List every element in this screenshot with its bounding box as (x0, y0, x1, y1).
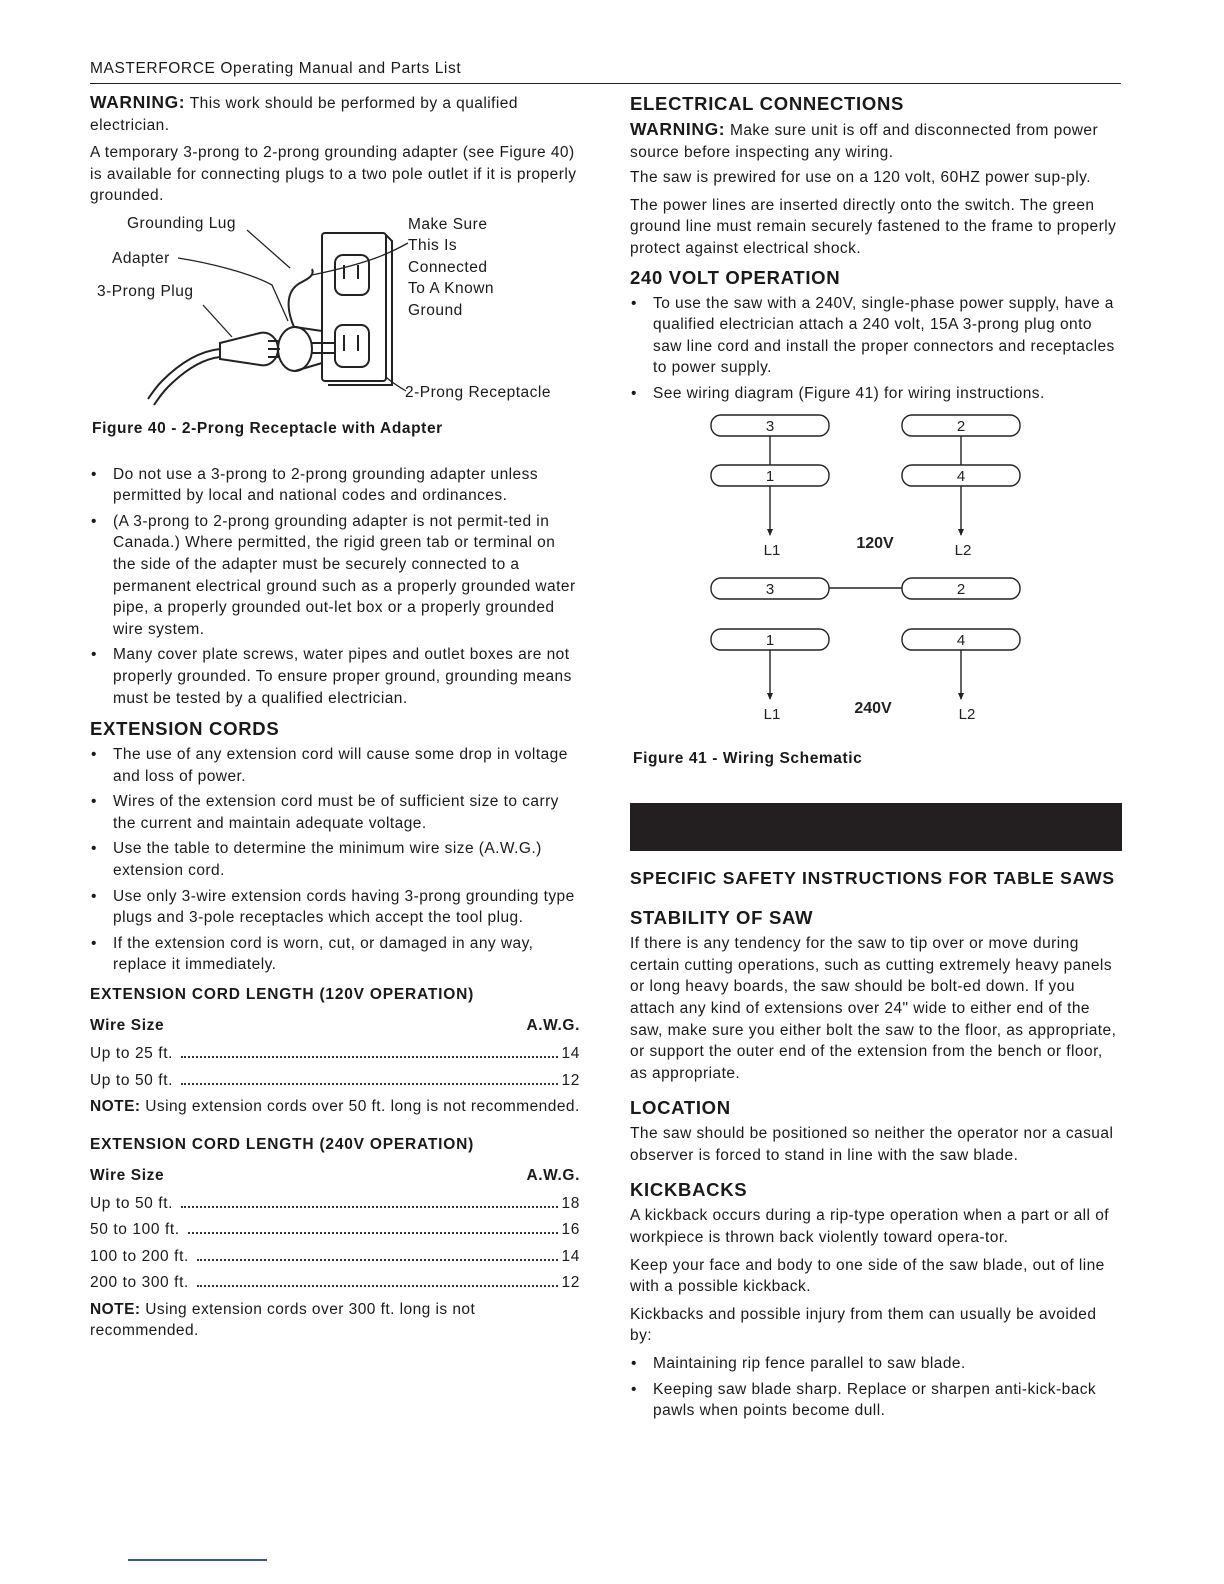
page-header (90, 60, 1121, 84)
col-awg: A.W.G. (526, 1166, 580, 1184)
note-240v (90, 1299, 580, 1342)
figure-40 (90, 213, 580, 415)
left-column (90, 92, 580, 1348)
note-label: NOTE: (90, 1300, 141, 1318)
terminal-1-label: 1 (765, 631, 775, 649)
extension-bullets (90, 744, 580, 976)
location-heading: LOCATION (630, 1097, 731, 1119)
leader-grounding-lug (247, 230, 290, 268)
table-240v-title: EXTENSION CORD LENGTH (240V OPERATION) (90, 1135, 475, 1153)
row-awg: 14 (561, 1045, 580, 1063)
label-3-prong-plug: 3-Prong Plug (97, 282, 194, 300)
power-lines-paragraph: The power lines are inserted directly onto the switch. The green ground line must remain securely fastened to the frame to properly protect against electrical shock. (630, 196, 1117, 257)
footer-link-underline (128, 1559, 267, 1561)
arrow-l2-120v (958, 529, 964, 536)
figure-41-wiring-schematic (630, 411, 1122, 751)
section-black-bar (630, 803, 1122, 851)
leader-adapter (178, 258, 288, 321)
note-text: Using extension cords over 50 ft. long is not recommended. (145, 1098, 580, 1116)
terminal-3-label: 3 (765, 417, 775, 435)
kickback-avoid: Kickbacks and possible injury from them can usually be avoided by: (630, 1305, 1097, 1345)
dot-leader (181, 1083, 558, 1085)
right-column (630, 92, 1122, 1428)
table-240v-header (90, 1165, 580, 1186)
label-adapter: Adapter (112, 249, 170, 267)
list-item: • Wires of the extension cord must be of sufficient size to carry the current and maintain adequate voltage. (90, 791, 580, 834)
kickbacks-heading: KICKBACKS (630, 1179, 748, 1201)
note-text: Using extension cords over 300 ft. long is not recommended. (90, 1300, 476, 1340)
grounding-lug-wire (289, 269, 313, 327)
list-item: • Keeping saw blade sharp. Replace or sharpen anti-kick-back pawls when points become dull. (630, 1379, 1122, 1422)
list-item: • (A 3-prong to 2-prong grounding adapter is not permit-ted in Canada.) Where permitted, the rigid green tab or terminal on the side of the adapter must be securely connected to a permanent electrical ground such as a properly grounded water pipe, a properly grounded out-let box or a properly grounded wire system. (90, 511, 580, 641)
note-label: NOTE: (90, 1098, 141, 1116)
adapter-bullets (90, 464, 580, 710)
row-length: 200 to 300 ft. (90, 1274, 189, 1292)
l2-label-120v: L2 (954, 541, 972, 559)
120v-label: 120V (856, 534, 894, 552)
list-item: • Many cover plate screws, water pipes and outlet boxes are not properly grounded. To ensure proper ground, grounding means must be tested by a qualified electrician. (90, 644, 580, 709)
stability-heading: STABILITY OF SAW (630, 907, 814, 929)
dot-leader (197, 1259, 558, 1261)
figure-41-caption: Figure 41 - Wiring Schematic (633, 749, 863, 767)
list-item: • See wiring diagram (Figure 41) for wiring instructions. (630, 383, 1122, 405)
row-awg: 14 (561, 1247, 580, 1265)
arrow-l1-120v (767, 529, 773, 536)
label-grounding-lug: Grounding Lug (127, 214, 237, 232)
cord-line-2 (154, 357, 220, 405)
l1-label-120v: L1 (763, 541, 781, 559)
table-120v-header (90, 1015, 580, 1036)
warning-text: This work should be performed by a qualified electrician. (90, 95, 518, 134)
row-length: 50 to 100 ft. (90, 1221, 180, 1239)
electrical-warning (630, 119, 1122, 163)
dot-leader (197, 1285, 558, 1287)
adapter-paragraph: A temporary 3-prong to 2-prong grounding adapter (see Figure 40) is available for connecting plugs to a two pole outlet if it is properly grounded. (90, 144, 577, 205)
stability-text: If there is any tendency for the saw to tip over or move during certain cutting operations, such as cutting extremely heavy panels or long heavy boards, the saw should be bolt-ed down. If you attach any kind of extensions over 24" wide to either end of the saw, make sure you either bolt the saw to the floor, as appropriate, or support the outer end of the extension from the bench or floor, as appropriate. (630, 935, 1117, 1082)
terminal-3-label: 3 (765, 580, 775, 598)
warning-text: Make sure unit is off and disconnected from power source before inspecting any wiring. (630, 122, 1099, 161)
table-row (90, 1246, 580, 1267)
list-item: • The use of any extension cord will cause some drop in voltage and loss of power. (90, 744, 580, 787)
prewired-paragraph: The saw is prewired for use on a 120 volt, 60HZ power sup-ply. (630, 169, 1091, 187)
240v-label: 240V (854, 699, 892, 717)
leader-make-sure (312, 243, 408, 275)
arrow-l1-240v (767, 693, 773, 700)
figure-40-caption: Figure 40 - 2-Prong Receptacle with Adapter (92, 419, 443, 437)
label-make-sure: Make Sure This Is Connected To A Known Ground (408, 215, 495, 319)
table-120v-title: EXTENSION CORD LENGTH (120V OPERATION) (90, 986, 475, 1004)
dot-leader (181, 1056, 558, 1058)
kickback-bullets (630, 1353, 1122, 1422)
leader-plug (203, 305, 232, 337)
adapter-body (278, 327, 312, 371)
qualified-warning (90, 92, 580, 136)
l1-label-240v: L1 (763, 705, 781, 723)
terminal-4-label: 4 (956, 467, 966, 485)
warning-label: WARNING: (90, 92, 186, 112)
col-wire-size: Wire Size (90, 1017, 165, 1035)
row-awg: 18 (561, 1194, 580, 1212)
240-volt-bullets (630, 293, 1122, 405)
arrow-l2-240v (958, 693, 964, 700)
extension-cords-heading: EXTENSION CORDS (90, 718, 280, 740)
terminal-2-label: 2 (956, 417, 966, 435)
240-volt-heading: 240 VOLT OPERATION (630, 266, 841, 288)
list-item: • Maintaining rip fence parallel to saw blade. (630, 1353, 1122, 1375)
dot-leader (181, 1206, 558, 1208)
l2-label-240v: L2 (958, 705, 976, 723)
terminal-4-label: 4 (956, 631, 966, 649)
lower-receptacle (335, 325, 369, 367)
list-item: • If the extension cord is worn, cut, or damaged in any way, replace it immediately. (90, 933, 580, 976)
safety-heading: SPECIFIC SAFETY INSTRUCTIONS FOR TABLE SAWS (630, 868, 1115, 889)
row-awg: 12 (561, 1274, 580, 1292)
dot-leader (188, 1232, 558, 1234)
kickback-advice: Keep your face and body to one side of the saw blade, out of line with a possible kickback. (630, 1256, 1105, 1296)
terminal-2-label: 2 (956, 580, 966, 598)
col-wire-size: Wire Size (90, 1166, 165, 1184)
kickback-definition: A kickback occurs during a rip-type operation when a part or all of workpiece is thrown back violently toward opera-tor. (630, 1207, 1110, 1247)
row-length: Up to 50 ft. (90, 1194, 174, 1212)
label-2-prong-receptacle: 2-Prong Receptacle (405, 383, 551, 401)
note-120v (90, 1096, 580, 1118)
list-item: • To use the saw with a 240V, single-phase power supply, have a qualified electrician attach a 240 volt, 15A 3-prong plug onto saw line cord and install the proper connectors and receptacles to power supply. (630, 293, 1122, 379)
row-awg: 12 (561, 1071, 580, 1089)
location-text: The saw should be positioned so neither the operator nor a casual observer is forced to stand in line with the saw blade. (630, 1125, 1114, 1164)
table-row (90, 1219, 580, 1240)
electrical-connections-heading: ELECTRICAL CONNECTIONS (630, 93, 905, 114)
lower-slots (344, 335, 358, 351)
terminal-1-label: 1 (765, 467, 775, 485)
list-item: • Do not use a 3-prong to 2-prong grounding adapter unless permitted by local and national codes and ordinances. (90, 464, 580, 507)
list-item: • Use the table to determine the minimum wire size (A.W.G.) extension cord. (90, 838, 580, 881)
table-row (90, 1043, 580, 1064)
row-length: Up to 25 ft. (90, 1045, 174, 1063)
row-length: 100 to 200 ft. (90, 1247, 189, 1265)
col-awg: A.W.G. (526, 1017, 580, 1035)
header-title: MASTERFORCE Operating Manual and Parts List (90, 60, 462, 77)
adapter-prongs (295, 327, 334, 371)
row-awg: 16 (561, 1221, 580, 1239)
table-row (90, 1070, 580, 1091)
table-row (90, 1272, 580, 1293)
warning-label: WARNING: (630, 119, 726, 139)
row-length: Up to 50 ft. (90, 1071, 174, 1089)
upper-receptacle (335, 255, 369, 295)
list-item: • Use only 3-wire extension cords having 3-prong grounding type plugs and 3-pole receptacles which accept the tool plug. (90, 886, 580, 929)
table-row (90, 1193, 580, 1214)
wiring-schematic (630, 411, 1122, 751)
